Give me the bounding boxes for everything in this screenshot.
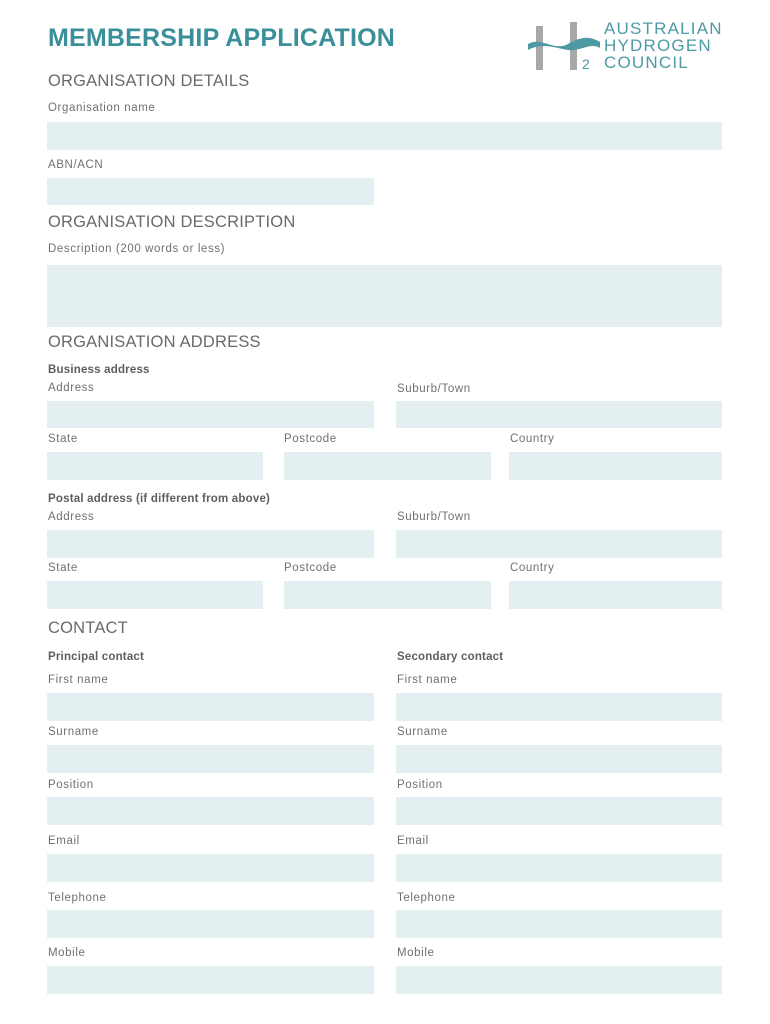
organisation-name-label: Organisation name <box>48 102 156 114</box>
postal-state-field[interactable] <box>47 581 263 609</box>
secondary-telephone-label: Telephone <box>397 892 456 904</box>
postal-suburb-field[interactable] <box>396 530 722 558</box>
description-field[interactable] <box>47 265 722 327</box>
postal-state-label: State <box>48 562 78 574</box>
business-country-field[interactable] <box>509 452 722 480</box>
logo-line-3: COUNCIL <box>604 53 689 72</box>
secondary-email-label: Email <box>397 835 429 847</box>
principal-mobile-label: Mobile <box>48 947 86 959</box>
business-country-label: Country <box>510 433 555 445</box>
secondary-position-label: Position <box>397 779 443 791</box>
australian-hydrogen-council-logo <box>524 18 744 78</box>
principal-contact-heading: Principal contact <box>48 651 145 663</box>
postal-country-field[interactable] <box>509 581 722 609</box>
postal-postcode-label: Postcode <box>284 562 337 574</box>
secondary-surname-label: Surname <box>397 726 448 738</box>
principal-position-label: Position <box>48 779 94 791</box>
principal-email-label: Email <box>48 835 80 847</box>
secondary-position-field[interactable] <box>396 797 722 825</box>
postal-postcode-field[interactable] <box>284 581 491 609</box>
abn-acn-label: ABN/ACN <box>48 159 104 171</box>
business-address-field[interactable] <box>47 401 374 428</box>
postal-country-label: Country <box>510 562 555 574</box>
postal-address-field[interactable] <box>47 530 374 558</box>
postal-address-label: Address <box>48 511 95 523</box>
business-suburb-field[interactable] <box>396 401 722 428</box>
secondary-first-name-field[interactable] <box>396 693 722 721</box>
section-organisation-address: ORGANISATION ADDRESS <box>48 333 261 351</box>
logo-line-2: HYDROGEN <box>604 36 712 55</box>
principal-email-field[interactable] <box>47 854 374 882</box>
page-title: MEMBERSHIP APPLICATION <box>48 24 396 52</box>
secondary-first-name-label: First name <box>397 674 458 686</box>
business-state-label: State <box>48 433 78 445</box>
svg-text:2: 2 <box>582 56 590 72</box>
secondary-contact-heading: Secondary contact <box>397 651 504 663</box>
principal-position-field[interactable] <box>47 797 374 825</box>
business-state-field[interactable] <box>47 452 263 480</box>
logo-line-1: AUSTRALIAN <box>604 19 723 38</box>
secondary-mobile-field[interactable] <box>396 966 722 994</box>
secondary-surname-field[interactable] <box>396 745 722 773</box>
secondary-mobile-label: Mobile <box>397 947 435 959</box>
principal-surname-label: Surname <box>48 726 99 738</box>
h2-logo-icon <box>524 18 604 78</box>
section-organisation-details: ORGANISATION DETAILS <box>48 72 250 90</box>
section-organisation-description: ORGANISATION DESCRIPTION <box>48 213 296 231</box>
postal-suburb-label: Suburb/Town <box>397 511 471 523</box>
section-contact: CONTACT <box>48 619 128 637</box>
business-address-label: Address <box>48 382 95 394</box>
business-postcode-label: Postcode <box>284 433 337 445</box>
description-label: Description (200 words or less) <box>48 243 226 255</box>
principal-surname-field[interactable] <box>47 745 374 773</box>
principal-first-name-field[interactable] <box>47 693 374 721</box>
abn-acn-field[interactable] <box>47 178 374 205</box>
principal-mobile-field[interactable] <box>47 966 374 994</box>
principal-first-name-label: First name <box>48 674 109 686</box>
business-postcode-field[interactable] <box>284 452 491 480</box>
secondary-email-field[interactable] <box>396 854 722 882</box>
organisation-name-field[interactable] <box>47 122 722 150</box>
business-suburb-label: Suburb/Town <box>397 383 471 395</box>
postal-address-heading: Postal address (if different from above) <box>48 493 271 505</box>
principal-telephone-field[interactable] <box>47 910 374 938</box>
business-address-heading: Business address <box>48 364 150 376</box>
principal-telephone-label: Telephone <box>48 892 107 904</box>
secondary-telephone-field[interactable] <box>396 910 722 938</box>
